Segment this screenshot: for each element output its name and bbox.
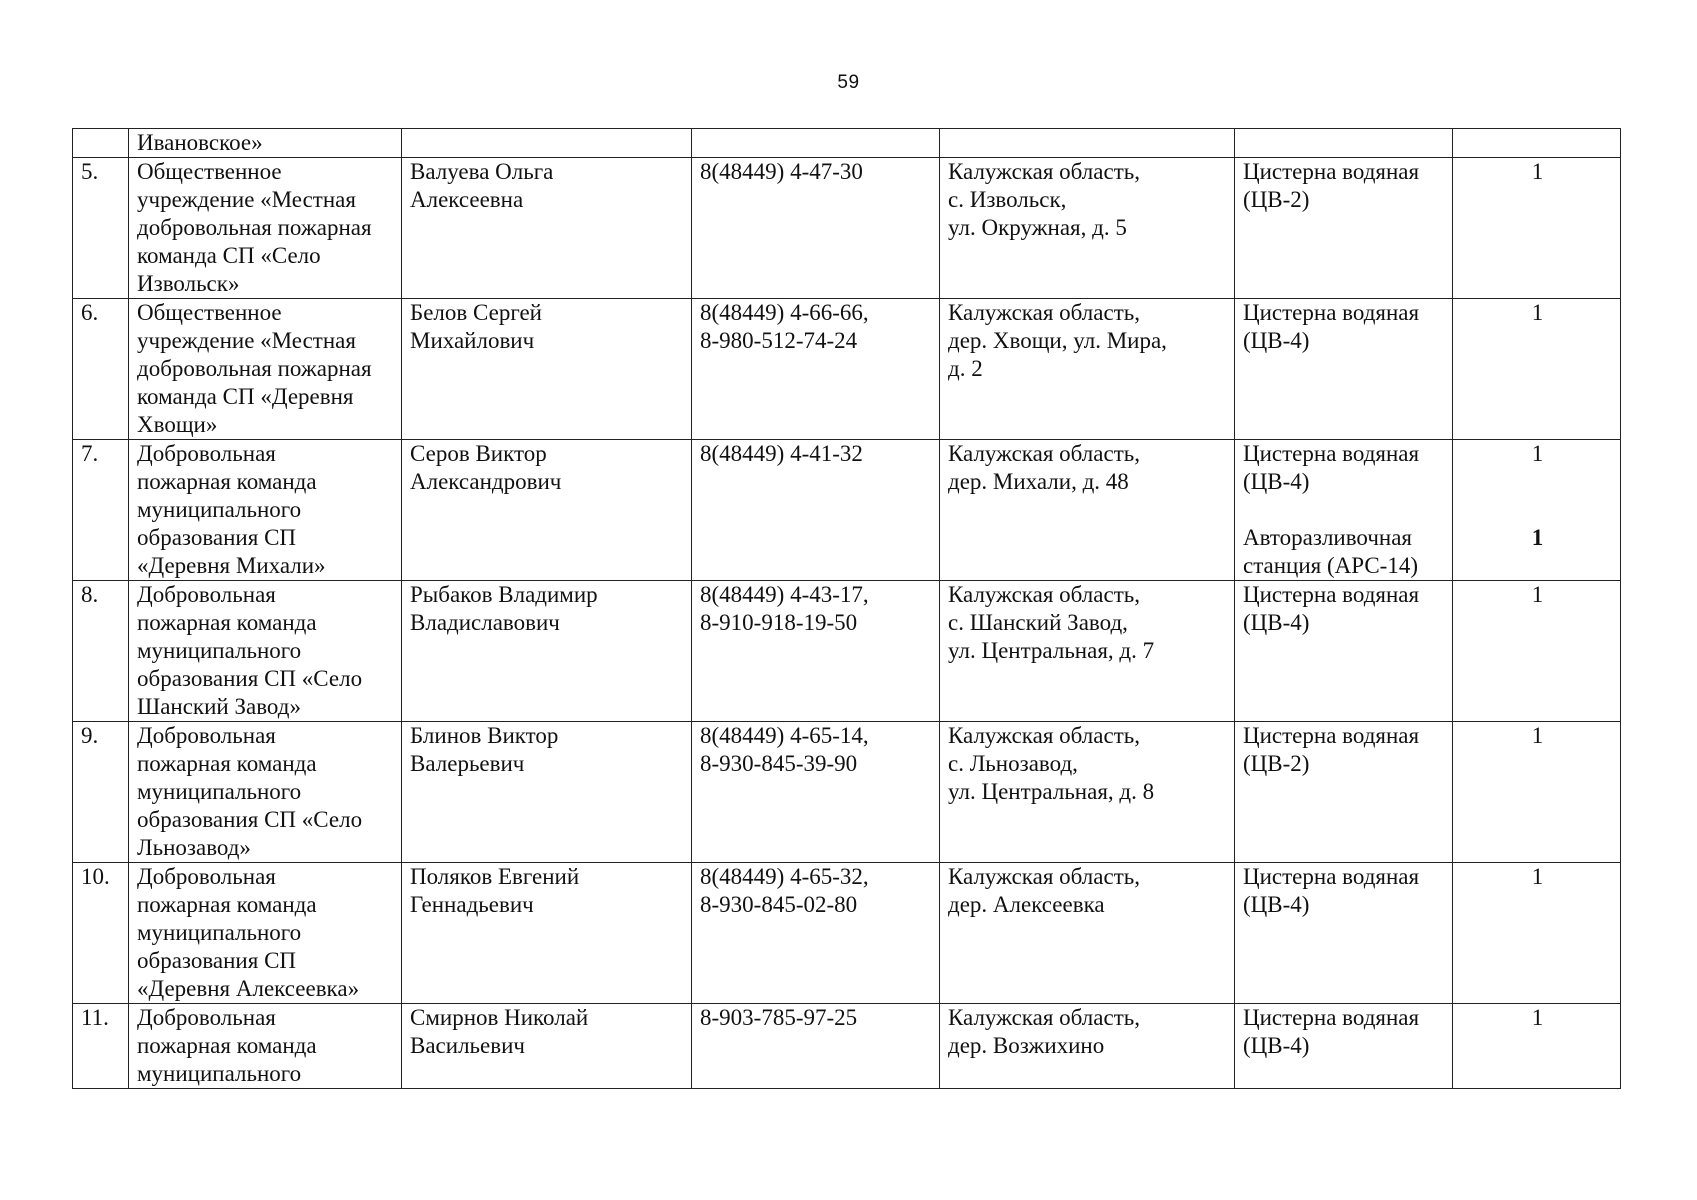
organization-line: муниципального <box>137 1061 302 1086</box>
organization-line: «Деревня Михали» <box>137 553 326 578</box>
phone-line: 8-980-512-74-24 <box>700 328 858 353</box>
cell-phone <box>692 863 940 1004</box>
cell-organization <box>129 1004 402 1089</box>
organization-line: Шанский Завод» <box>137 694 301 719</box>
head-name-line: Валерьевич <box>410 751 525 776</box>
address-line: Калужская область, <box>948 300 1140 325</box>
address-line: дер. Михали, д. 48 <box>948 469 1129 494</box>
phone-line: 8(48449) 4-43-17, <box>700 582 869 607</box>
cell-quantity <box>1453 581 1621 722</box>
cell-organization <box>129 158 402 299</box>
quantity-value: 1 <box>1531 1005 1544 1030</box>
organization-line: образования СП <box>137 948 297 973</box>
organization-line: добровольная пожарная <box>137 215 372 240</box>
equipment-line: Цистерна водяная <box>1243 582 1420 607</box>
address-line: дер. Возжихино <box>948 1033 1105 1058</box>
cell-organization <box>129 129 402 158</box>
head-name-line: Серов Виктор <box>410 441 547 466</box>
cell-quantity <box>1453 863 1621 1004</box>
head-name-line: Блинов Виктор <box>410 723 559 748</box>
equipment-line: Цистерна водяная <box>1243 864 1420 889</box>
cell-equipment <box>1235 158 1453 299</box>
organization-line: образования СП «Село <box>137 807 363 832</box>
organization-line: муниципального <box>137 638 302 663</box>
cell-organization <box>129 581 402 722</box>
cell-address <box>940 863 1235 1004</box>
address-line: Калужская область, <box>948 441 1140 466</box>
table-row <box>73 440 1621 581</box>
cell-head <box>402 581 692 722</box>
equipment-line: (ЦВ-4) <box>1243 469 1310 494</box>
cell-head <box>402 129 692 158</box>
address-line: Калужская область, <box>948 864 1140 889</box>
head-name-line: Алексеевна <box>410 187 524 212</box>
organization-line: Добровольная <box>137 1005 276 1030</box>
cell-address <box>940 440 1235 581</box>
address-line: д. 2 <box>948 356 983 381</box>
address-line: Калужская область, <box>948 723 1140 748</box>
organization-line: команда СП «Деревня <box>137 384 354 409</box>
cell-organization <box>129 722 402 863</box>
cell-organization <box>129 863 402 1004</box>
cell-organization <box>129 299 402 440</box>
cell-quantity <box>1453 129 1621 158</box>
organization-line: Льнозавод» <box>137 835 251 860</box>
head-name-line: Владиславович <box>410 610 560 635</box>
table-row-continued <box>73 129 1621 158</box>
cell-head <box>402 863 692 1004</box>
quantity-value: 1 <box>1531 723 1544 748</box>
quantity-value: 1 <box>1531 441 1544 466</box>
equipment-line: (ЦВ-2) <box>1243 751 1310 776</box>
table-row <box>73 581 1621 722</box>
cell-number: 7. <box>73 440 129 581</box>
cell-number: 8. <box>73 581 129 722</box>
equipment-line: (ЦВ-2) <box>1243 187 1310 212</box>
cell-equipment <box>1235 863 1453 1004</box>
head-name-line: Рыбаков Владимир <box>410 582 598 607</box>
head-name-line: Васильевич <box>410 1033 525 1058</box>
equipment-spacer <box>1243 496 1446 524</box>
organization-line: пожарная команда <box>137 610 317 635</box>
cell-phone <box>692 158 940 299</box>
cell-phone <box>692 722 940 863</box>
table-row <box>73 158 1621 299</box>
head-name-line: Белов Сергей <box>410 300 542 325</box>
organization-line: Ивановское» <box>137 130 263 155</box>
head-name-line: Михайлович <box>410 328 535 353</box>
table-row <box>73 863 1621 1004</box>
fire-brigade-table <box>72 128 1621 1089</box>
page-number: 59 <box>837 72 860 93</box>
cell-number: 6. <box>73 299 129 440</box>
organization-line: Добровольная <box>137 723 276 748</box>
cell-organization <box>129 440 402 581</box>
phone-line: 8(48449) 4-47-30 <box>700 159 863 184</box>
head-name-line: Валуева Ольга <box>410 159 554 184</box>
organization-line: Хвощи» <box>137 412 218 437</box>
organization-line: муниципального <box>137 779 302 804</box>
address-line: Калужская область, <box>948 582 1140 607</box>
organization-line: учреждение «Местная <box>137 328 356 353</box>
equipment-line: станция (АРС-14) <box>1243 553 1419 578</box>
address-line: с. Льнозавод, <box>948 751 1078 776</box>
equipment-line: (ЦВ-4) <box>1243 1033 1310 1058</box>
quantity-value: 1 <box>1531 159 1544 184</box>
address-line: Калужская область, <box>948 159 1140 184</box>
organization-line: пожарная команда <box>137 892 317 917</box>
cell-quantity <box>1453 1004 1621 1089</box>
cell-quantity <box>1453 299 1621 440</box>
equipment-line: Цистерна водяная <box>1243 441 1420 466</box>
cell-phone <box>692 129 940 158</box>
head-name-line: Смирнов Николай <box>410 1005 589 1030</box>
organization-line: пожарная команда <box>137 1033 317 1058</box>
cell-head <box>402 299 692 440</box>
cell-number: 11. <box>73 1004 129 1089</box>
cell-number: 9. <box>73 722 129 863</box>
cell-phone <box>692 440 940 581</box>
quantity-value: 1 <box>1531 300 1544 325</box>
organization-line: добровольная пожарная <box>137 356 372 381</box>
head-name-line: Александрович <box>410 469 562 494</box>
cell-quantity <box>1453 158 1621 299</box>
address-line: дер. Алексеевка <box>948 892 1105 917</box>
organization-line: образования СП <box>137 525 297 550</box>
organization-line: пожарная команда <box>137 751 317 776</box>
phone-line: 8(48449) 4-65-32, <box>700 864 869 889</box>
cell-address <box>940 1004 1235 1089</box>
cell-equipment <box>1235 1004 1453 1089</box>
organization-line: Извольск» <box>137 271 240 296</box>
organization-line: образования СП «Село <box>137 666 363 691</box>
phone-line: 8(48449) 4-65-14, <box>700 723 869 748</box>
organization-line: команда СП «Село <box>137 243 321 268</box>
head-name-line: Поляков Евгений <box>410 864 580 889</box>
organization-line: Добровольная <box>137 441 276 466</box>
phone-line: 8-903-785-97-25 <box>700 1005 858 1030</box>
organization-line: Общественное <box>137 300 282 325</box>
cell-quantity <box>1453 440 1621 581</box>
table-row <box>73 722 1621 863</box>
equipment-line: (ЦВ-4) <box>1243 328 1310 353</box>
cell-phone <box>692 581 940 722</box>
address-line: с. Извольск, <box>948 187 1067 212</box>
equipment-line: (ЦВ-4) <box>1243 892 1310 917</box>
quantity-value: 1 <box>1531 525 1544 550</box>
quantity-value: 1 <box>1531 864 1544 889</box>
cell-address <box>940 158 1235 299</box>
equipment-line: Цистерна водяная <box>1243 300 1420 325</box>
equipment-line: Авторазливочная <box>1243 525 1412 550</box>
cell-head <box>402 440 692 581</box>
cell-head <box>402 722 692 863</box>
organization-line: учреждение «Местная <box>137 187 356 212</box>
cell-equipment <box>1235 722 1453 863</box>
organization-line: пожарная команда <box>137 469 317 494</box>
cell-quantity <box>1453 722 1621 863</box>
organization-line: Добровольная <box>137 864 276 889</box>
table-row <box>73 1004 1621 1089</box>
cell-equipment <box>1235 581 1453 722</box>
organization-line: Добровольная <box>137 582 276 607</box>
quantity-value: 1 <box>1531 582 1544 607</box>
address-line: дер. Хвощи, ул. Мира, <box>948 328 1167 353</box>
table-row <box>73 299 1621 440</box>
equipment-line: Цистерна водяная <box>1243 1005 1420 1030</box>
address-line: ул. Окружная, д. 5 <box>948 215 1127 240</box>
organization-line: муниципального <box>137 497 302 522</box>
cell-number: 5. <box>73 158 129 299</box>
address-line: Калужская область, <box>948 1005 1140 1030</box>
cell-equipment <box>1235 299 1453 440</box>
cell-number: 10. <box>73 863 129 1004</box>
cell-phone <box>692 299 940 440</box>
equipment-line: Цистерна водяная <box>1243 159 1420 184</box>
cell-address <box>940 299 1235 440</box>
cell-equipment <box>1235 440 1453 581</box>
cell-head <box>402 158 692 299</box>
cell-address <box>940 129 1235 158</box>
cell-equipment <box>1235 129 1453 158</box>
head-name-line: Геннадьевич <box>410 892 534 917</box>
phone-line: 8-910-918-19-50 <box>700 610 858 635</box>
cell-phone <box>692 1004 940 1089</box>
address-line: с. Шанский Завод, <box>948 610 1128 635</box>
phone-line: 8-930-845-39-90 <box>700 751 858 776</box>
table-body <box>73 129 1621 1089</box>
address-line: ул. Центральная, д. 7 <box>948 638 1155 663</box>
cell-address <box>940 581 1235 722</box>
organization-line: Общественное <box>137 159 282 184</box>
phone-line: 8(48449) 4-41-32 <box>700 441 863 466</box>
cell-number <box>73 129 129 158</box>
phone-line: 8-930-845-02-80 <box>700 892 858 917</box>
address-line: ул. Центральная, д. 8 <box>948 779 1155 804</box>
phone-line: 8(48449) 4-66-66, <box>700 300 869 325</box>
cell-head <box>402 1004 692 1089</box>
organization-line: «Деревня Алексеевка» <box>137 976 360 1001</box>
cell-address <box>940 722 1235 863</box>
equipment-line: Цистерна водяная <box>1243 723 1420 748</box>
organization-line: муниципального <box>137 920 302 945</box>
equipment-line: (ЦВ-4) <box>1243 610 1310 635</box>
